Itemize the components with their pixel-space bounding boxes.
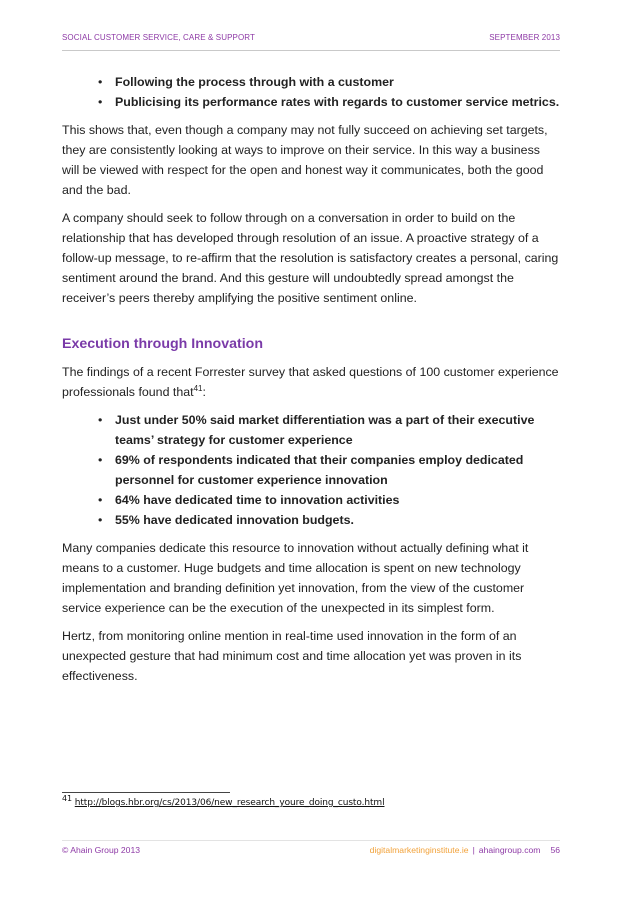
page-footer	[62, 845, 560, 859]
paragraph: A company should seek to follow through on a conversation in order to build on the relationship that has developed through resolution of an issue. A proactive strategy of a follow-up message, to re-affirm that the resolution is satisfactory creates a personal, caring sentiment around the brand. And this gesture will undoubtedly spread amongst the receiver’s peers thereby amplifying the positive sentiment online.	[62, 211, 559, 305]
page-header	[62, 33, 560, 49]
list-item: • 69% of respondents indicated that their companies employ dedicated personnel for customer experience innovation	[62, 450, 560, 490]
bullet-icon: •	[98, 493, 103, 507]
header-title: SOCIAL CUSTOMER SERVICE, CARE & SUPPORT	[62, 33, 255, 42]
section-heading: Execution through Innovation	[62, 336, 263, 352]
footer-links	[370, 845, 560, 855]
list-item: • Following the process through with a customer	[62, 72, 560, 92]
intro-paragraph: The findings of a recent Forrester survey that asked questions of 100 customer experience professionals found that$^{41}$:	[62, 365, 559, 399]
page-number: 56	[550, 845, 560, 855]
bullet-icon: •	[98, 413, 103, 427]
footer-link-dmi[interactable]: digitalmarketinginstitute.ie	[369, 845, 469, 855]
page-body	[62, 72, 560, 686]
list-item: • Just under 50% said market differentiation was a part of their executive teams’ strategy for customer experience	[62, 410, 560, 450]
header-divider	[62, 50, 560, 51]
footnote-link[interactable]: http://blogs.hbr.org/cs/2013/06/new_research_youre_doing_custo.html	[74, 798, 385, 808]
footer-copyright: © Ahain Group 2013	[62, 845, 141, 855]
footer-link-ahain[interactable]: ahaingroup.com	[478, 845, 541, 855]
paragraph: Many companies dedicate this resource to innovation without actually defining what it means to a customer. Huge budgets and time allocation is spent on new technology implementation and branding definition yet innovation, from the view of the customer service experience can be the execution of the unexpected in its simplest form.	[62, 541, 529, 615]
footnote	[62, 794, 385, 808]
bullet-icon: •	[98, 75, 103, 89]
footnote-number: 41	[62, 794, 72, 803]
paragraph: This shows that, even though a company may not fully succeed on achieving set targets, they are consistently looking at ways to improve on their service. In this way a business will be viewed with respect for the open and honest way it communicates, both the good and the bad.	[62, 123, 548, 197]
list-item: • 55% have dedicated innovation budgets.	[62, 510, 560, 530]
bullet-icon: •	[98, 453, 103, 467]
list-item: • Publicising its performance rates with regards to customer service metrics.	[62, 92, 560, 112]
footnote-divider	[62, 792, 230, 793]
bullet-list-top	[62, 72, 560, 112]
list-item: • 64% have dedicated time to innovation activities	[62, 490, 560, 510]
footnote-ref[interactable]: 41	[193, 383, 203, 393]
footer-divider	[62, 840, 560, 841]
paragraph: Hertz, from monitoring online mention in real-time used innovation in the form of an unexpected gesture that had minimum cost and time allocation yet was proven in its effectiveness.	[62, 629, 522, 683]
header-date: SEPTEMBER 2013	[489, 33, 560, 42]
footer-separator: |	[472, 845, 475, 855]
bullet-icon: •	[98, 95, 103, 109]
bullet-icon: •	[98, 513, 103, 527]
bullet-list-survey	[62, 410, 560, 530]
